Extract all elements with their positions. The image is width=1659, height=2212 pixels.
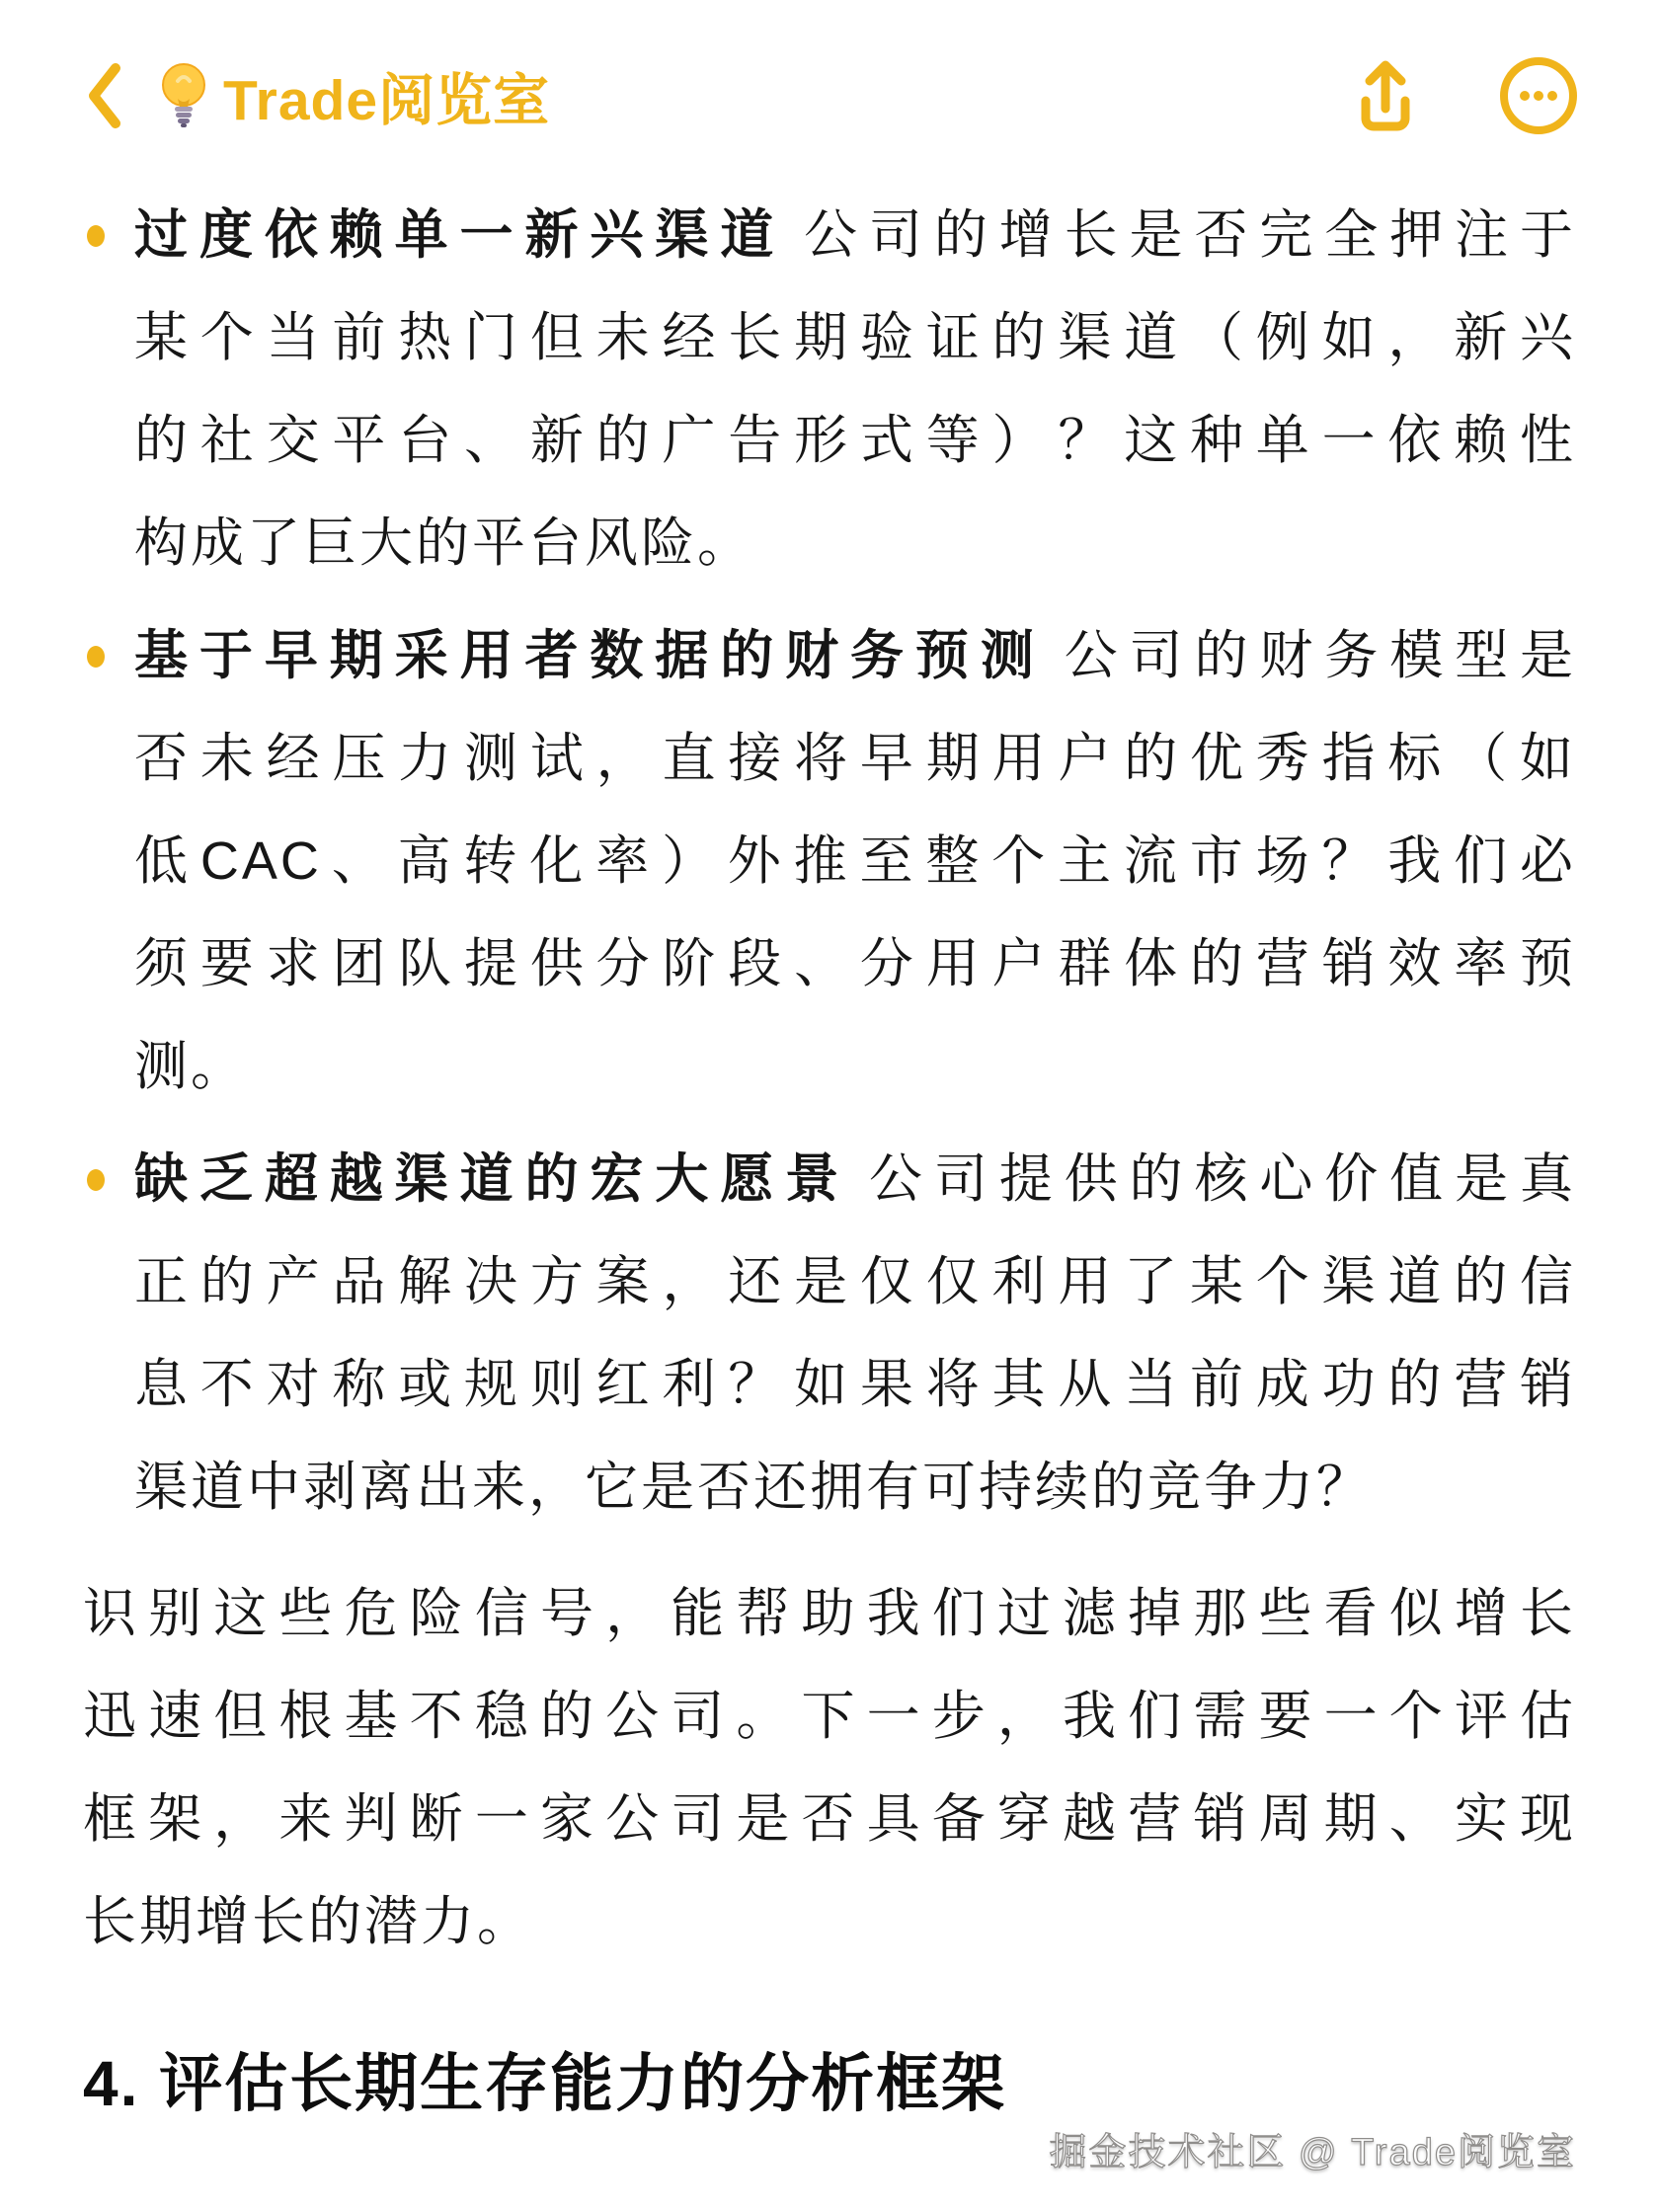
section-heading: 4. 评估长期生存能力的分析框架 — [83, 2048, 1007, 2119]
list-item — [83, 604, 1576, 1118]
page-title-label: Trade阅览室 — [223, 69, 551, 132]
text-line: 基于早期采用者数据的财务预测 公司的财务模型是 — [134, 626, 1577, 685]
text-line: 否未经压力测试，直接将早期用户的优秀指标（如 — [134, 729, 1576, 788]
text-line: 正的产品解决方案，还是仅仅利用了某个渠道的信 — [134, 1252, 1576, 1311]
text-line: 息不对称或规则红利？如果将其从当前成功的营销 — [134, 1355, 1576, 1414]
text-line: 低CAC、高转化率）外推至整个主流市场？我们必 — [134, 831, 1576, 891]
text-line: 识别这些危险信号，能帮助我们过滤掉那些看似增长 — [83, 1584, 1576, 1643]
nav-header — [0, 0, 1659, 148]
text-line: 渠道中剥离出来，它是否还拥有可持续的竞争力？ — [134, 1458, 1373, 1517]
text-line: 须要求团队提供分阶段、分用户群体的营销效率预 — [134, 934, 1576, 993]
more-button[interactable] — [1497, 54, 1580, 137]
text-line: 测。 — [134, 1037, 247, 1096]
text-line: 过度依赖单一新兴渠道 公司的增长是否完全押注于 — [134, 205, 1577, 265]
lightbulb-icon — [158, 61, 209, 130]
text-line: 的社交平台、新的广告形式等）？这种单一依赖性 — [134, 411, 1576, 470]
bullet-dot-icon — [87, 225, 105, 247]
text-line: 长期增长的潜力。 — [83, 1892, 533, 1951]
share-up-arrow-icon — [1349, 55, 1422, 136]
share-button[interactable] — [1349, 55, 1422, 136]
bullet-lead-text: 基于早期采用者数据的财务预测 — [134, 626, 1046, 685]
article-content — [0, 184, 1659, 2129]
chevron-left-icon — [83, 60, 124, 131]
watermark: 掘金技术社区 @ Trade阅览室 — [1049, 2132, 1576, 2173]
closing-paragraph — [83, 1562, 1576, 1973]
bullet-dot-icon — [87, 1169, 105, 1191]
back-button[interactable] — [83, 60, 124, 131]
text-line: 迅速但根基不稳的公司。下一步，我们需要一个评估 — [83, 1687, 1576, 1746]
list-item — [83, 184, 1576, 594]
list-item — [83, 1128, 1576, 1539]
text-line: 缺乏超越渠道的宏大愿景 公司提供的核心价值是真 — [134, 1149, 1577, 1209]
bullet-dot-icon — [87, 646, 105, 668]
text-line: 某个当前热门但未经长期验证的渠道（例如，新兴 — [134, 308, 1576, 367]
ellipsis-circle-icon — [1497, 54, 1580, 137]
text-line: 构成了巨大的平台风险。 — [134, 514, 753, 573]
bullet-list — [83, 184, 1576, 1539]
bullet-lead-text: 过度依赖单一新兴渠道 — [134, 205, 786, 265]
text-line: 框架，来判断一家公司是否具备穿越营销周期、实现 — [83, 1789, 1576, 1849]
bullet-lead-text: 缺乏超越渠道的宏大愿景 — [134, 1149, 851, 1209]
page-title — [158, 55, 550, 136]
